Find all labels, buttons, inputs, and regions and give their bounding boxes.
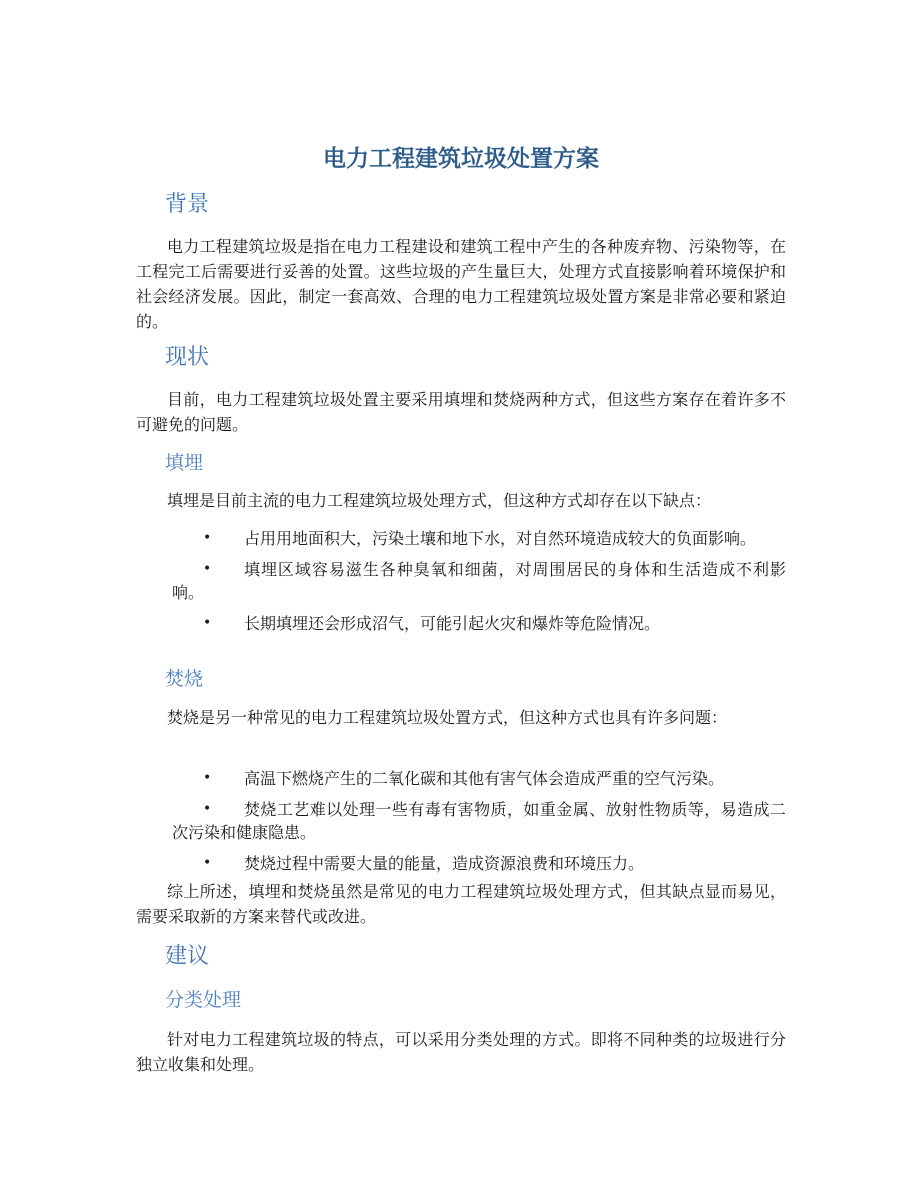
list-item: • 长期填埋还会形成沼气，可能引起火灾和爆炸等危险情况。 — [203, 614, 661, 633]
paragraph-summary: 综上所述，填埋和焚烧虽然是常见的电力工程建筑垃圾处理方式，但其缺点显而易见，需要采取新的方案来替代或改进。 — [136, 882, 786, 926]
list-item: • 焚烧过程中需要大量的能量，造成资源浪费和环境压力。 — [203, 854, 645, 873]
incineration-list — [136, 767, 786, 883]
bullet-icon: • — [203, 615, 212, 631]
bullet-icon: • — [203, 770, 212, 786]
paragraph-background: 电力工程建筑垃圾是指在电力工程建设和建筑工程中产生的各种废弃物、污染物等，在工程完工后需要进行妥善的处置。这些垃圾的产生量巨大，处理方式直接影响着环境保护和社会经济发展。因此，制定一套高效、合理的电力工程建筑垃圾处置方案是非常必要和紧迫的。 — [136, 237, 786, 331]
landfill-list — [136, 527, 786, 643]
heading-background: 背景 — [165, 192, 210, 217]
paragraph-classification: 针对电力工程建筑垃圾的特点，可以采用分类处理的方式。即将不同种类的垃圾进行分独立收集和处理。 — [136, 1030, 786, 1074]
heading-classification: 分类处理 — [165, 989, 242, 1011]
list-item: • 填埋区域容易滋生各种臭氧和细菌，对周围居民的身体和生活造成不利影响。 — [172, 560, 786, 602]
heading-suggestion: 建议 — [165, 944, 210, 969]
paragraph-incineration: 焚烧是另一种常见的电力工程建筑垃圾处置方式，但这种方式也具有许多问题： — [167, 708, 728, 727]
list-item: • 高温下燃烧产生的二氧化碳和其他有害气体会造成严重的空气污染。 — [203, 769, 725, 788]
bullet-icon: • — [203, 855, 212, 871]
heading-landfill: 填埋 — [165, 452, 204, 474]
heading-status: 现状 — [165, 345, 210, 370]
paragraph-status: 目前，电力工程建筑垃圾处置主要采用填埋和焚烧两种方式，但这些方案存在着许多不可避免的问题。 — [136, 390, 786, 434]
list-item: • 焚烧工艺难以处理一些有毒有害物质，如重金属、放射性物质等，易造成二次污染和健康隐患。 — [172, 800, 786, 842]
document-title: 电力工程建筑垃圾处置方案 — [323, 146, 599, 172]
bullet-icon: • — [203, 561, 212, 577]
bullet-icon: • — [203, 801, 212, 817]
list-item: • 占用用地面积大，污染土壤和地下水，对自然环境造成较大的负面影响。 — [203, 529, 757, 548]
bullet-icon: • — [203, 530, 212, 546]
paragraph-landfill: 填埋是目前主流的电力工程建筑垃圾处理方式，但这种方式却存在以下缺点： — [167, 491, 712, 510]
heading-incineration: 焚烧 — [165, 668, 204, 690]
